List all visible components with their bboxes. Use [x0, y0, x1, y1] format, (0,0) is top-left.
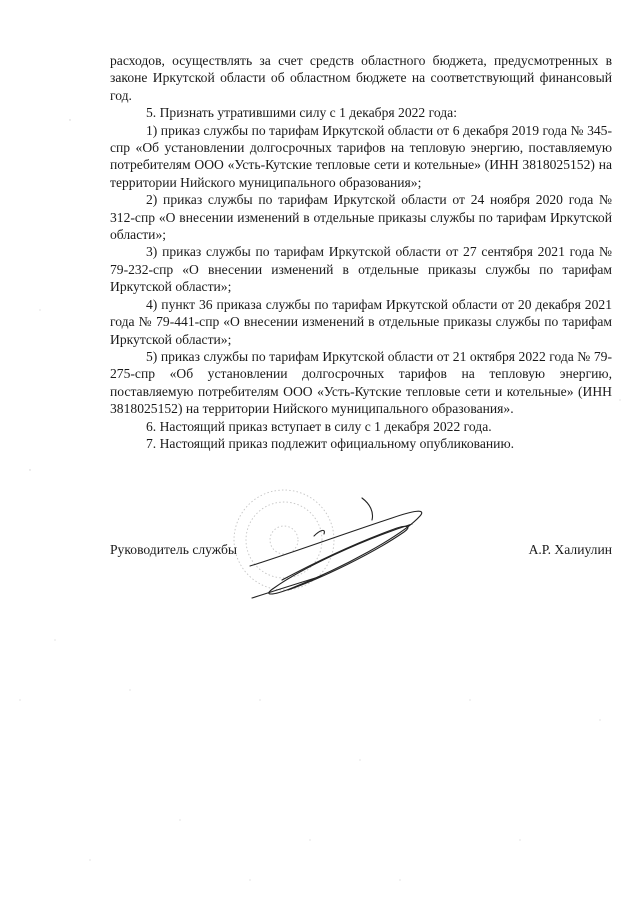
paragraph-subitem-5: 5) приказ службы по тарифам Иркутской области от 21 октября 2022 года № 79-275-спр «Об установлении долгосрочных тарифов на тепловую энергию, поставляемую потребителям ООО «Усть-Кутские тепловые сети и котельные» (ИНН 3818025152) на территории Нийского муниципального образования». [110, 348, 612, 417]
paragraph-subitem-1: 1) приказ службы по тарифам Иркутской области от 6 декабря 2019 года № 345-спр «Об установлении долгосрочных тарифов на тепловую энергию, поставляемую потребителям ООО «Усть-Кутские тепловые сети и котельные» (ИНН 3818025152) на территории Нийского муниципального образования»; [110, 122, 612, 190]
signatory-name: А.Р. Халиулин [528, 542, 612, 557]
paragraph-subitem-4: 4) пункт 36 приказа службы по тарифам Иркутской области от 20 декабря 2021 года № 79-441-спр «О внесении изменений в отдельные приказы службы по тарифам Иркутской области»; [110, 296, 612, 347]
paragraph-item-6: 6. Настоящий приказ вступает в силу с 1 декабря 2022 года. [146, 418, 492, 434]
paragraph-subitem-3: 3) приказ службы по тарифам Иркутской области от 27 сентября 2021 года № 79-232-спр «О внесении изменений в отдельные приказы службы по тарифам Иркутской области»; [110, 244, 612, 295]
paragraph-item-5: 5. Признать утратившими силу с 1 декабря 2022 года: [146, 105, 457, 121]
signatory-position: Руководитель службы [110, 542, 238, 557]
paragraph-continuation: расходов, осуществлять за счет средств областного бюджета, предусмотренных в законе Иркутской области об областном бюджете на соответствующий финансовый год. [110, 53, 612, 103]
paragraph-subitem-2: 2) приказ службы по тарифам Иркутской области от 24 ноября 2020 года № 312-спр «О внесении изменений в отдельные приказы службы по тарифам Иркутской области»; [110, 192, 612, 243]
paragraph-item-7: 7. Настоящий приказ подлежит официальному опубликованию. [146, 435, 514, 451]
